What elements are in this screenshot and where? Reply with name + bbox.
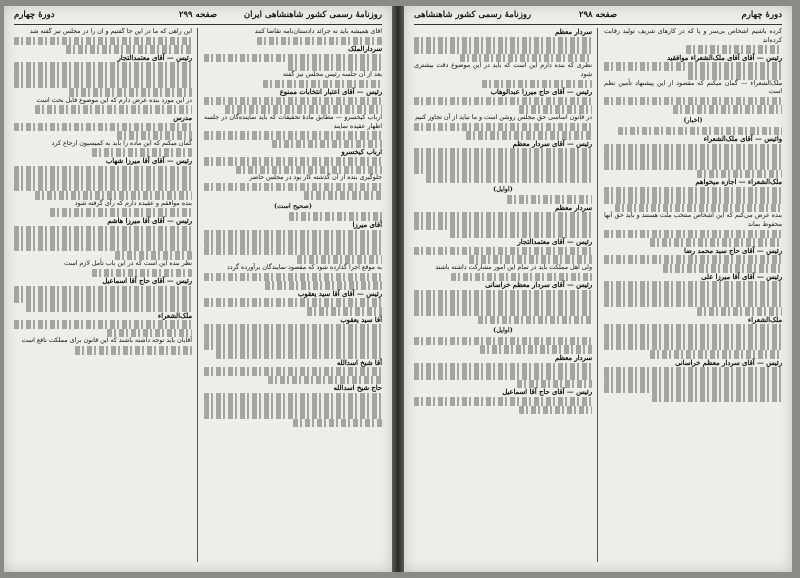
illegible-text-line: [14, 123, 192, 132]
illegible-text-line: [414, 37, 592, 46]
speaker-name: رئیس — آقای آقا میرزا هاشم: [107, 217, 192, 226]
illegible-text-line: [268, 376, 382, 385]
illegible-text-line: [414, 212, 592, 221]
illegible-text-line: [204, 247, 382, 256]
illegible-text-line: [236, 166, 382, 175]
right-page-column-left: [414, 28, 592, 564]
illegible-text-line: [204, 238, 382, 247]
illegible-text-line: [14, 234, 192, 243]
paragraph-text: بعد از آن جلسه رئیس مجلس نیز گفته: [282, 70, 382, 78]
illegible-text-line: [117, 131, 192, 140]
illegible-text-line: [604, 341, 782, 350]
speaker-name: ارباب کیخسرو: [341, 148, 382, 157]
illegible-text-line: [604, 298, 782, 307]
illegible-text-line: [604, 97, 782, 106]
left-page-column-right: [204, 28, 382, 564]
illegible-text-line: [478, 316, 592, 325]
illegible-text-line: [216, 350, 382, 359]
left-page-column-left: [14, 28, 192, 564]
illegible-text-line: [604, 384, 782, 393]
illegible-text-line: [604, 281, 782, 290]
illegible-text-line: [204, 333, 382, 342]
illegible-text-line: [14, 37, 192, 46]
illegible-text-line: [615, 204, 782, 213]
speaker-name: رئیس — آقای سردار معظم خراسانی: [675, 358, 782, 367]
illegible-text-line: [650, 238, 782, 247]
aside-note: (اوایل): [493, 184, 513, 193]
illegible-text-line: [414, 97, 592, 106]
illegible-text-line: [204, 367, 382, 376]
book-gutter: [392, 6, 404, 572]
speaker-name: آقا سید یعقوب: [340, 315, 382, 324]
illegible-text-line: [482, 80, 592, 89]
right-page-number: صفحه ۲۹۸: [578, 10, 618, 20]
illegible-text-line: [14, 243, 192, 252]
speaker-name: رئیس — آقای حاج آقا اسماعیل: [502, 388, 592, 397]
left-page: [4, 6, 392, 572]
illegible-text-line: [414, 363, 592, 372]
illegible-text-line: [307, 307, 382, 316]
illegible-text-line: [204, 183, 382, 192]
paragraph-text: جلوگیری بنده از آن گذشته کار بود در مجلس حاضر: [249, 174, 382, 182]
speaker-name: ملک‌الشعراء: [747, 315, 782, 324]
illegible-text-line: [69, 88, 192, 97]
illegible-text-line: [304, 191, 382, 200]
aside-note: (اوایل): [493, 326, 513, 335]
illegible-text-line: [414, 157, 592, 166]
illegible-text-line: [297, 255, 382, 264]
illegible-text-line: [519, 105, 592, 114]
illegible-text-line: [204, 341, 382, 350]
speaker-name: رئیس — آقای اعتبار انتخابات ممنوع: [279, 88, 382, 97]
speaker-name: رئیس — آقای معتمدالتجار: [517, 238, 592, 247]
illegible-text-line: [35, 191, 192, 200]
speaker-name: آقا شیخ اسدالله: [336, 358, 382, 367]
illegible-text-line: [604, 376, 782, 385]
illegible-text-line: [204, 402, 382, 411]
illegible-text-line: [288, 62, 382, 71]
illegible-text-line: [92, 269, 192, 278]
illegible-text-line: [414, 307, 592, 316]
illegible-text-line: [414, 397, 592, 406]
illegible-text-line: [507, 195, 592, 204]
illegible-text-line: [517, 380, 592, 389]
speaker-name: رئیس — آقای حاج آقا اسماعیل: [102, 277, 192, 286]
left-header-right: روزنامهٔ رسمی کشور شاهنشاهی ایران: [243, 10, 382, 20]
illegible-text-line: [75, 346, 192, 355]
illegible-text-line: [414, 45, 592, 54]
right-page-column-right: [604, 28, 782, 564]
illegible-text-line: [604, 161, 782, 170]
paragraph-text: ارباب کیخسرو — مطابق مادهٔ تحقیقات که باید نماینده‌گان در جلسه اظهار عقیده نمایند: [204, 113, 382, 130]
speaker-name: رئیس — آقای آقا سید یعقوب: [297, 289, 382, 298]
aside-note: (صحیح است): [274, 201, 312, 210]
illegible-text-line: [414, 166, 592, 175]
illegible-text-line: [204, 324, 382, 333]
paragraph-text: در قانون اساسی حق مجلس روشن است و ما نباید از آن تجاوز کنیم: [415, 113, 592, 121]
speaker-name: حاج شیخ اسدالله: [333, 384, 382, 393]
paragraph-text: این راهی که ما در این جا گفتیم و آن را در مجلس نیز گفته شد: [29, 28, 192, 35]
illegible-text-line: [604, 195, 782, 204]
paragraph-text: نظری که بنده دارم این است که باید در این موضوع دقت بیشتری شود: [414, 62, 592, 78]
left-page-header: [14, 10, 382, 24]
paragraph-text: گمان میکنم که این ماده را باید به کمیسیون ارجاع کرد: [51, 139, 192, 147]
illegible-text-line: [604, 324, 782, 333]
right-page: [404, 6, 792, 572]
illegible-text-line: [265, 281, 382, 290]
illegible-text-line: [618, 127, 782, 136]
illegible-text-line: [204, 131, 382, 140]
illegible-text-line: [225, 105, 382, 114]
illegible-text-line: [414, 371, 592, 380]
illegible-text-line: [14, 71, 192, 80]
illegible-text-line: [650, 350, 782, 359]
illegible-text-line: [652, 393, 782, 402]
right-header-right: دورهٔ چهارم: [741, 10, 782, 20]
illegible-text-line: [697, 307, 782, 316]
illegible-text-line: [673, 105, 782, 114]
left-page-number: صفحه ۲۹۹: [178, 10, 218, 20]
illegible-text-line: [107, 329, 192, 338]
speaker-name: آقای میرزا: [352, 221, 382, 230]
illegible-text-line: [35, 105, 192, 114]
illegible-text-line: [414, 148, 592, 157]
illegible-text-line: [14, 286, 192, 295]
speaker-name: رئیس — آقای آقا میرزا علی: [701, 272, 782, 281]
illegible-text-line: [14, 294, 192, 303]
paragraph-text: به موقع اجرا گذارده شود که مقصود نمایندگان برآورده گردد: [226, 264, 382, 272]
illegible-text-line: [604, 152, 782, 161]
illegible-text-line: [451, 273, 592, 282]
illegible-text-line: [14, 174, 192, 183]
illegible-text-line: [604, 230, 782, 239]
illegible-text-line: [450, 230, 592, 239]
right-header-left: روزنامهٔ رسمی کشور شاهنشاهی: [414, 10, 532, 20]
speaker-name: رئیس — آقای سردار معظم خراسانی: [485, 281, 592, 290]
speaker-name: رئیس — آقای حاج میرزا عبدالوهاب: [490, 88, 592, 97]
right-column-divider: [597, 28, 598, 562]
paragraph-text: نظر بنده این است که در این باب تأمل لازم است: [64, 260, 192, 268]
speaker-name: مدرس: [173, 113, 192, 122]
illegible-text-line: [460, 54, 592, 63]
illegible-text-line: [289, 212, 382, 221]
illegible-text-line: [688, 71, 782, 80]
speaker-name: سردارالملک: [348, 45, 382, 54]
paragraph-text: آقای همیشه باید نه جرائد دادستان‌نامه تقاضا کنند: [254, 28, 382, 35]
paragraph-text: ولی اهل مملکت باید در تمام این امور مشارکت داشته باشند: [435, 264, 592, 272]
illegible-text-line: [293, 419, 382, 428]
illegible-text-line: [26, 303, 192, 312]
illegible-text-line: [204, 298, 382, 307]
illegible-text-line: [14, 80, 192, 89]
right-page-header: [414, 10, 782, 24]
illegible-text-line: [14, 226, 192, 235]
illegible-text-line: [204, 393, 382, 402]
illegible-text-line: [426, 174, 592, 183]
paragraph-text: کرده باشیم اشخاص بی‌سر و پا که در کارهای شریف تولید رقابت کرده‌اند: [604, 28, 782, 44]
illegible-text-line: [663, 264, 782, 273]
illegible-text-line: [50, 208, 192, 217]
illegible-text-line: [686, 45, 782, 54]
illegible-text-line: [14, 320, 192, 329]
illegible-text-line: [604, 255, 782, 264]
illegible-text-line: [263, 80, 382, 89]
illegible-text-line: [204, 157, 382, 166]
illegible-text-line: [204, 54, 382, 63]
illegible-text-line: [14, 183, 192, 192]
paragraph-text: در این مورد بنده عرض دارم که این موضوع قابل بحث است: [36, 96, 192, 104]
speaker-name: رئیس — آقای سردار معظم: [512, 139, 592, 148]
illegible-text-line: [604, 62, 782, 71]
illegible-text-line: [115, 251, 192, 260]
illegible-text-line: [204, 410, 382, 419]
illegible-text-line: [204, 273, 382, 282]
illegible-text-line: [697, 170, 782, 179]
illegible-text-line: [469, 255, 592, 264]
illegible-text-line: [414, 298, 592, 307]
illegible-text-line: [604, 144, 782, 153]
speaker-name: رئیس — آقای آقای ملک‌الشعراء موافقید: [666, 53, 782, 62]
illegible-text-line: [519, 406, 592, 415]
speaker-name: وائیس — آقای ملک‌الشعراء: [703, 135, 782, 144]
illegible-text-line: [414, 123, 592, 132]
illegible-text-line: [414, 337, 592, 346]
speaker-name: رئیس — آقای حاج سید محمد رضا: [683, 246, 782, 255]
illegible-text-line: [604, 333, 782, 342]
paragraph-text: بنده موافقم و عقیده دارم که رأی گرفته شود: [74, 199, 192, 207]
illegible-text-line: [604, 367, 782, 376]
illegible-text-line: [604, 187, 782, 196]
paragraph-text: ملک‌الشعراء — گمان میکنم که مقصود از این پیشنهاد تأمین نظم است: [604, 79, 782, 96]
illegible-text-line: [257, 37, 382, 46]
speaker-name: رئیس — آقای معتمدالتجار: [117, 53, 192, 62]
illegible-text-line: [480, 345, 592, 354]
right-header-rule: [414, 24, 782, 25]
aside-note: (اخبار): [683, 115, 703, 124]
left-header-rule: [14, 24, 382, 25]
speaker-name: سردار معظم: [554, 203, 592, 212]
speaker-name: سردار معظم: [554, 28, 592, 36]
left-header-left: دورهٔ چهارم: [14, 10, 55, 20]
illegible-text-line: [204, 230, 382, 239]
illegible-text-line: [66, 45, 192, 54]
illegible-text-line: [414, 221, 592, 230]
speaker-name: سردار معظم: [554, 353, 592, 362]
paragraph-text: بنده عرض می‌کنم که این اشخاص منتخب ملت هستند و باید حق آنها محفوظ بماند: [604, 212, 782, 229]
illegible-text-line: [414, 247, 592, 256]
speaker-name: رئیس — آقای آقا میرزا شهاب: [105, 156, 192, 165]
illegible-text-line: [92, 148, 192, 157]
left-column-divider: [197, 28, 198, 562]
illegible-text-line: [272, 140, 382, 149]
illegible-text-line: [14, 62, 192, 71]
speaker-name: ملک‌الشعراء — اجازه میخواهم: [695, 178, 782, 187]
illegible-text-line: [204, 97, 382, 106]
illegible-text-line: [466, 131, 592, 140]
paragraph-text: آقایان باید توجه داشته باشند که این قانون برای مملکت نافع است: [21, 337, 192, 345]
illegible-text-line: [604, 290, 782, 299]
illegible-text-line: [414, 290, 592, 299]
speaker-name: ملک‌الشعراء: [157, 311, 192, 320]
illegible-text-line: [14, 166, 192, 175]
